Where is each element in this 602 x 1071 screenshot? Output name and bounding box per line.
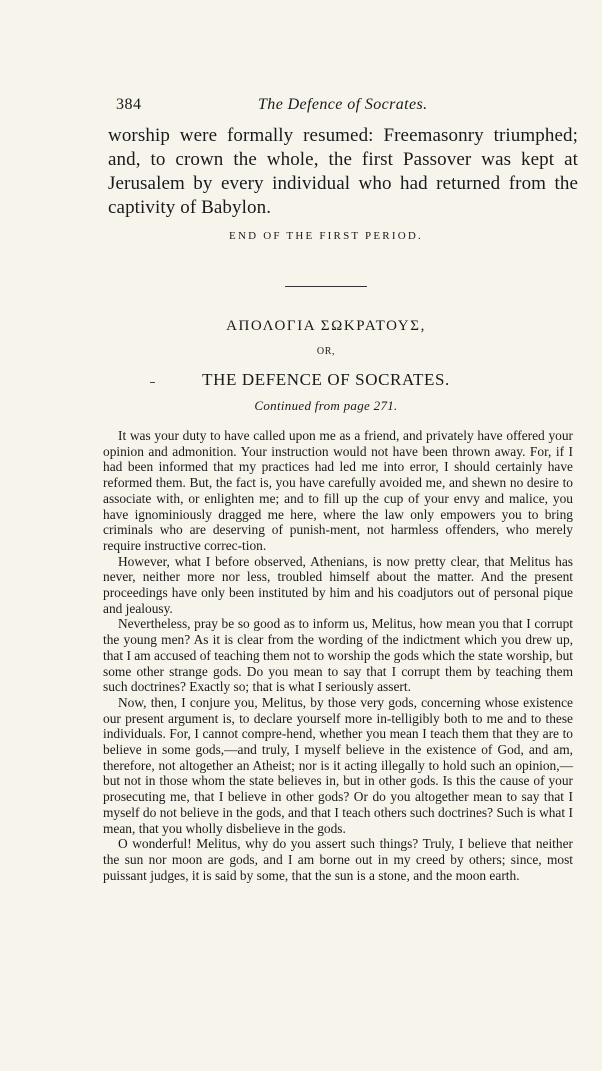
greek-title: ΑΠΟΛΟΓΙΑ ΣΩΚΡΑΤΟΥΣ, [226,318,426,334]
paragraph: Now, then, I conjure you, Melitus, by those very gods, concerning whose existence our present argument is, to declare yourself more in-telligibly both to me and to these individuals. For, I cannot compre-hend, whether you mean I teach them that they are to believe in some gods,—and truly, I myself believe in the existence of God, and am, therefore, not altogether an Atheist; nor is it acting illegally to hold such an opinion,—but not in those whom the state believes in, but in other gods. Is this the cause of your prosecuting me, that I believe in other gods? Or do you altogether mean to say that I myself do not believe in the gods, and that I teach others such doctrines? Such is what I mean, that you wholly disbelieve in the gods. [103,694,573,836]
page-number: 384 [116,96,142,113]
title-connector: OR, [316,346,336,357]
paragraph: O wonderful! Melitus, why do you assert such things? Truly, I believe that neither the sun nor moon are gods, and I am borne out in my creed by others; since, most puissant judges, it is said by some, that the sun is a stone, and the moon earth. [103,836,573,883]
page-header [116,96,506,118]
continued-note: Continued from page 271. [254,398,398,413]
article-body [103,428,573,883]
section-divider-rule [285,286,367,287]
end-of-period-note: END OF THE FIRST PERIOD. [229,230,423,242]
paragraph: However, what I before observed, Athenians, is now pretty clear, that Melitus has never, neither more nor less, troubled himself about the matter. And the present proceedings have only been instituted by him and his coadjutors out of personal pique and jealousy. [103,553,573,616]
paragraph: It was your duty to have called upon me as a friend, and privately have offered your opinion and admonition. Your instruction would not have been thrown away. For, if I had been informed that my practices had led me into error, I should certainly have reformed them. But, the fact is, you have carefully avoided me, and shewn no desire to associate with, or enlighten me; and to fill up the cup of your envy and malice, you have ignominiously dragged me here, where the law only empowers you to bring criminals who are deserving of punish-ment, not harmless offenders, who merely require instructive correc-tion. [103,428,573,553]
running-title: The Defence of Socrates. [258,96,428,113]
article-title: THE DEFENCE OF SOCRATES. [202,370,450,389]
paragraph: Nevertheless, pray be so good as to inform us, Melitus, how mean you that I corrupt the young men? As it is clear from the wording of the indictment which you drew up, that I am accused of teaching them not to worship the gods which the state worship, but some other strange gods. Do you mean to say that I corrupt them by teaching them such doctrines? Exactly so; that is what I seriously assert. [103,616,573,695]
previous-article-ending: worship were formally resumed: Freemasonry triumphed; and, to crown the whole, the first Passover was kept at Jerusalem by every individual who had returned from the captivity of Babylon. [108,125,578,218]
print-mark [150,382,155,383]
